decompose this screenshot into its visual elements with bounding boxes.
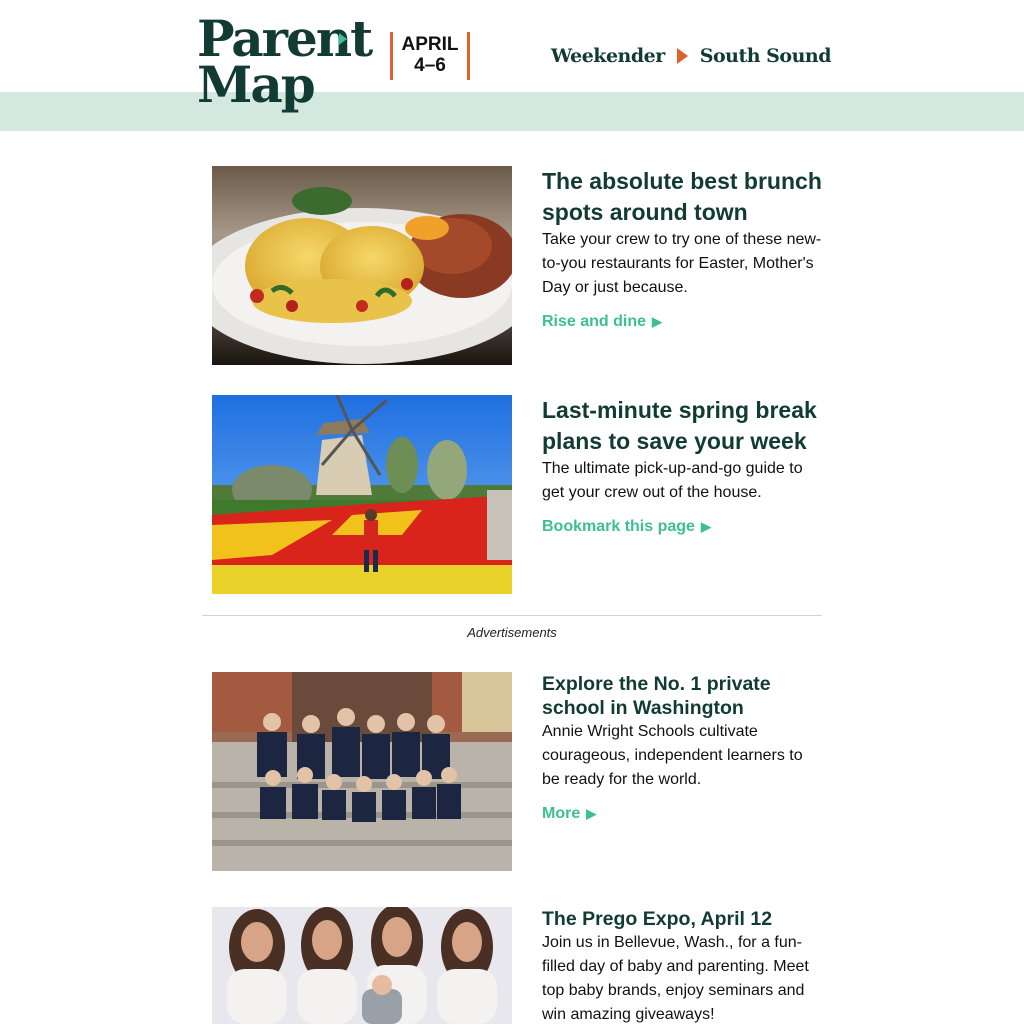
newsletter-nav [551, 45, 831, 67]
section-divider [202, 615, 822, 616]
ad-title[interactable]: The Prego Expo, April 12 [542, 908, 773, 930]
article-body: The ultimate pick-up-and-go guide to get your crew out of the house. [542, 460, 803, 501]
ad-text [542, 907, 824, 1027]
windmill-tulip-field-photo[interactable] [212, 395, 512, 594]
ad-body: Join us in Bellevue, Wash., for a fun-filled day of baby and parenting. Meet top baby brands, enjoy seminars and win amazing giveaways! [542, 934, 809, 1023]
more-link[interactable] [542, 802, 596, 826]
eggs-benedict-photo[interactable] [212, 166, 512, 365]
nav-weekender[interactable]: Weekender [550, 45, 665, 67]
article-title[interactable]: The absolute best brunch spots around town [542, 168, 822, 225]
link-label: More [542, 805, 581, 822]
advertisements-label: Advertisements [467, 625, 557, 640]
parentmap-logo[interactable] [197, 9, 372, 114]
logo-text-parent: Parent [197, 9, 372, 68]
nav-region[interactable]: South Sound [699, 45, 831, 67]
ad-text [542, 672, 824, 826]
women-with-baby-photo[interactable] [212, 907, 512, 1024]
ad-body: Annie Wright Schools cultivate courageous, independent learners to be ready for the world. [542, 723, 803, 788]
ad-title[interactable]: Explore the No. 1 private school in Washington [542, 673, 771, 719]
play-arrow-icon: ▶ [586, 806, 597, 821]
article-body: Take your crew to try one of these new-to-you restaurants for Easter, Mother's Day or just because. [542, 231, 822, 296]
play-arrow-icon: ▶ [700, 519, 711, 534]
rise-and-dine-link[interactable] [542, 310, 662, 334]
link-label: Rise and dine [542, 313, 647, 330]
article-text [542, 395, 824, 539]
play-arrow-icon: ▶ [652, 314, 663, 329]
issue-days: 4–6 [414, 55, 446, 76]
bookmark-link[interactable] [542, 515, 711, 539]
article-title[interactable]: Last-minute spring break plans to save your week [542, 397, 817, 454]
issue-date-box [390, 32, 470, 80]
nav-arrow-icon [677, 48, 688, 64]
link-label: Bookmark this page [542, 518, 695, 535]
school-students-on-steps-photo[interactable] [212, 672, 512, 871]
logo-play-icon [339, 33, 347, 45]
article-text [542, 166, 824, 334]
issue-month: APRIL [401, 34, 459, 55]
logo-text-map: Map [197, 55, 314, 114]
header-band [0, 92, 1024, 131]
